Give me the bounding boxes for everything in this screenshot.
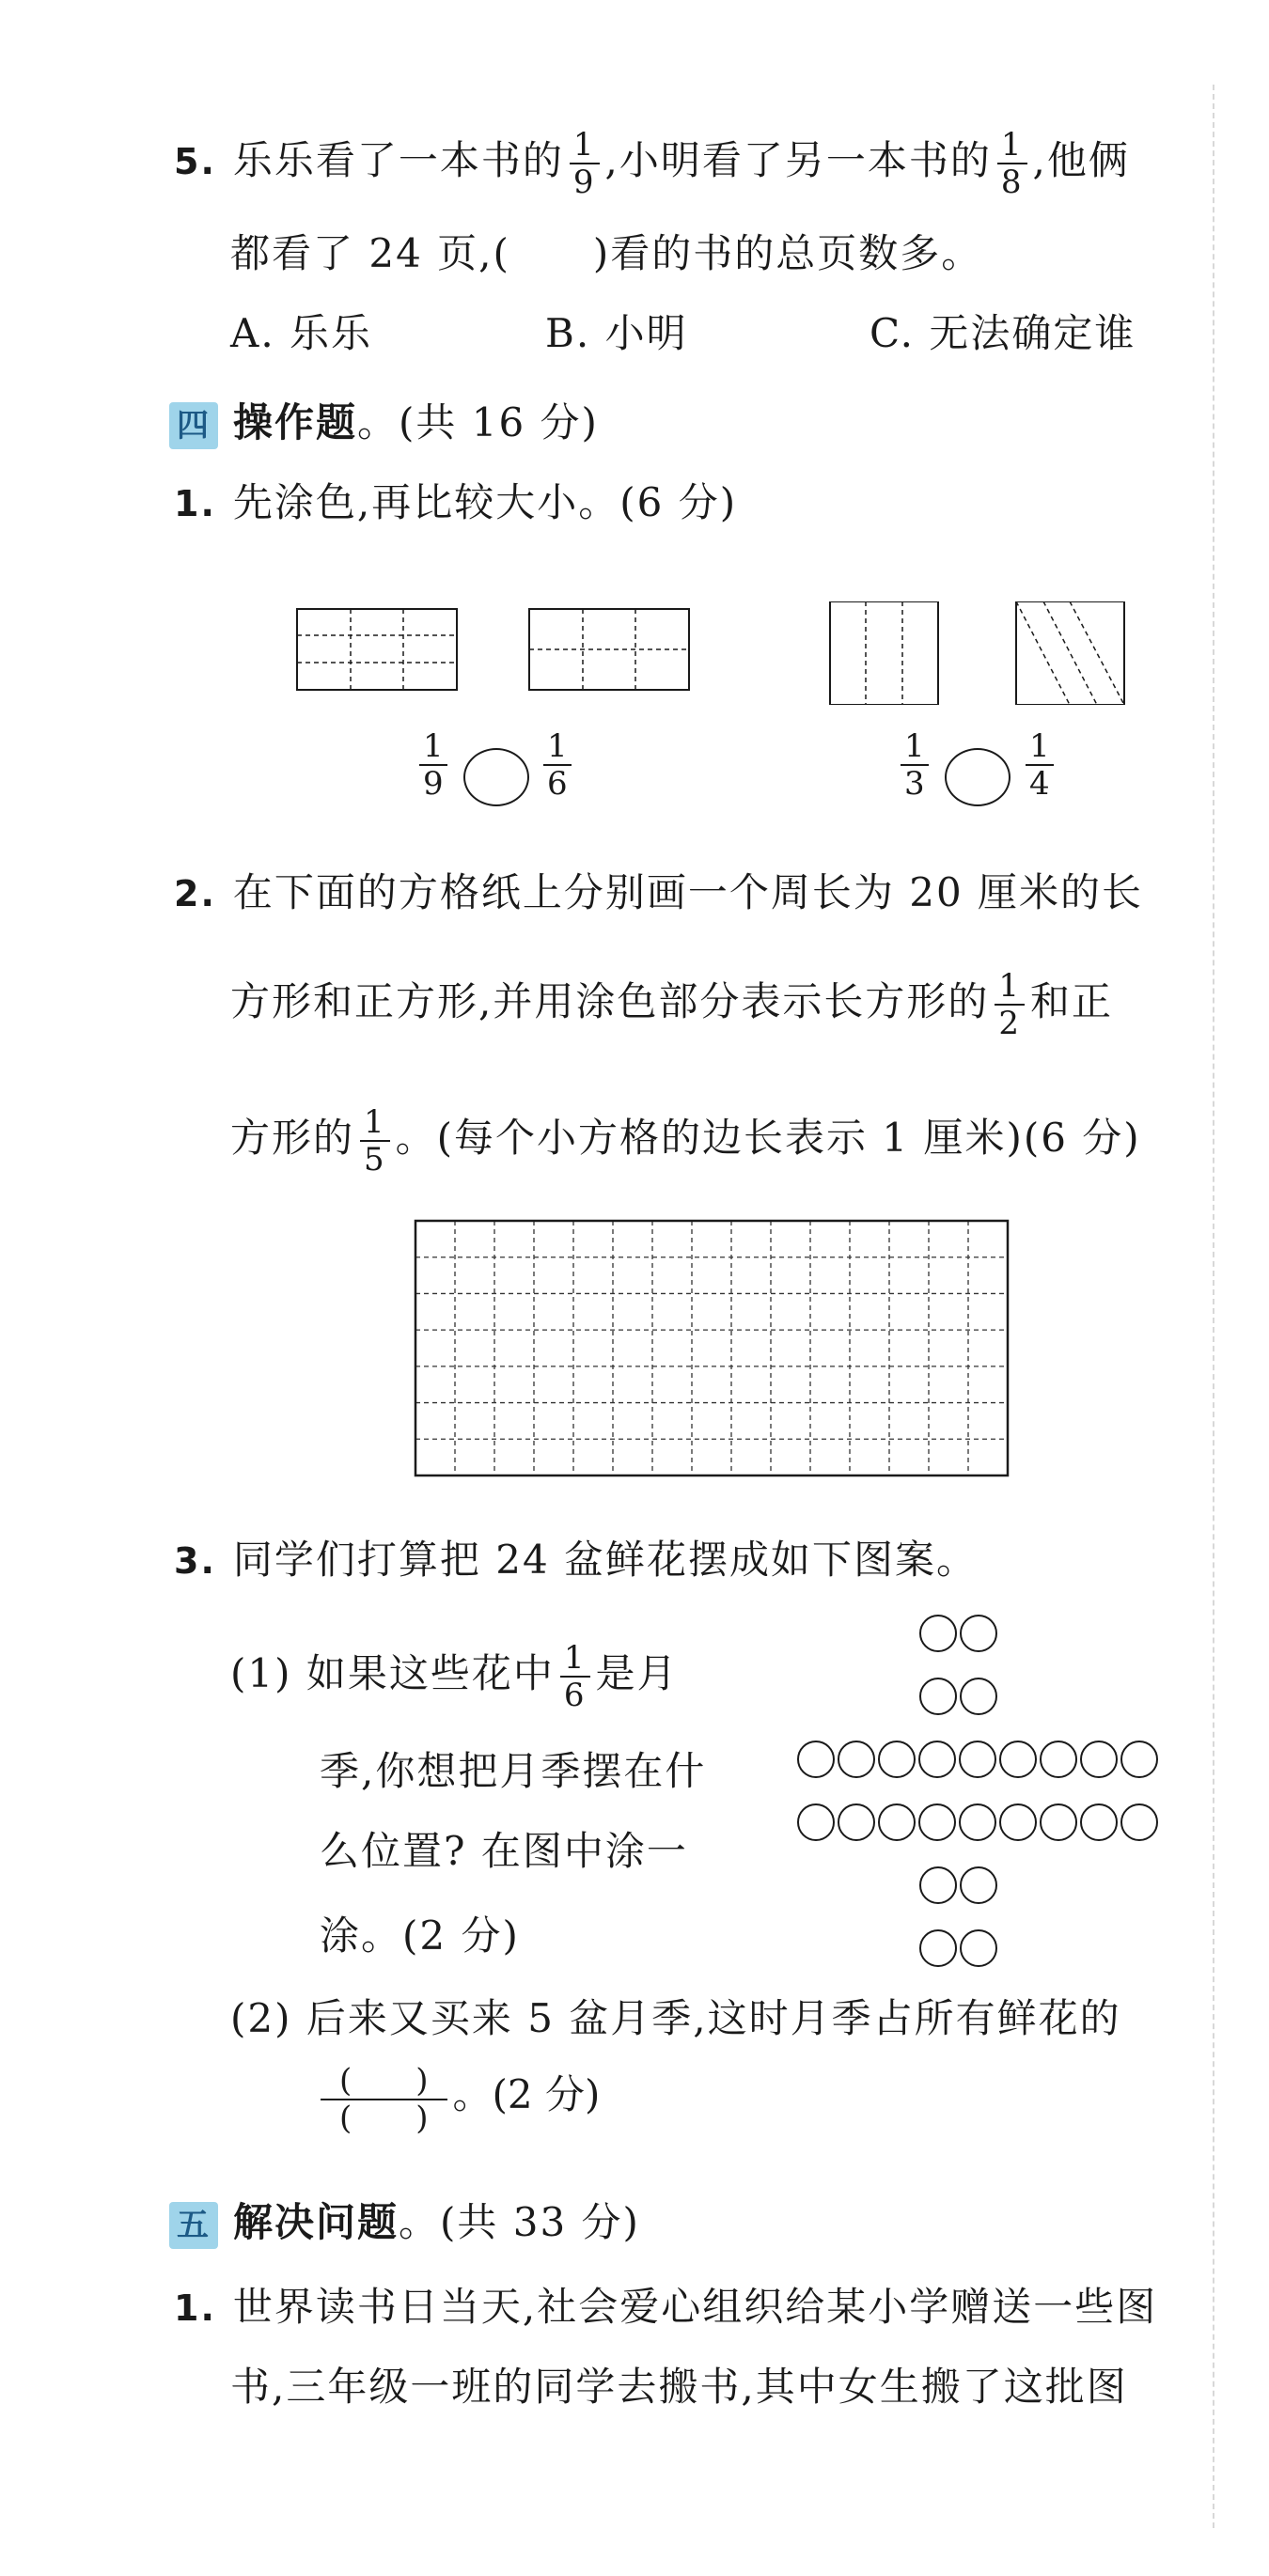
op3-part1-line4: 涂。(2 分): [320, 1912, 520, 1959]
flower-pot[interactable]: [1040, 1803, 1077, 1841]
op3-part1-line1: (1) 如果这些花中 $\frac{1}{6}$ 是月: [230, 1639, 679, 1714]
op3-fraction-sixth: $\frac{1}{6}$: [560, 1640, 590, 1713]
flower-pot[interactable]: [999, 1803, 1037, 1841]
op1-text: 先涂色,再比较大小。(6 分): [232, 479, 738, 525]
flower-pot[interactable]: [959, 1803, 996, 1841]
q5-line1: [174, 127, 1130, 200]
rect-sixths[interactable]: [529, 609, 689, 690]
flower-pot[interactable]: [1080, 1803, 1118, 1841]
op1-compare-left-b: [538, 728, 577, 802]
op3-part1-label: (1): [230, 1650, 292, 1696]
flower-pot[interactable]: [797, 1741, 835, 1778]
sol1-line1: 1. 世界读书日当天,社会爱心组织给某小学赠送一些图: [174, 2284, 1158, 2330]
op2-text-1: 在下面的方格纸上分别画一个周长为 20 厘米的长: [232, 869, 1144, 915]
op3-part1-line3: 么位置? 在图中涂一: [320, 1828, 688, 1874]
section4-title: 操作题: [233, 399, 358, 445]
op1-compare-right-b: [1020, 728, 1059, 802]
op3-line: [174, 1532, 978, 1589]
op2-line3: 方形的 $\frac{1}{5}$ 。(每个小方格的边长表示 1 厘米)(6 分): [230, 1103, 1141, 1179]
grid-paper[interactable]: [414, 1219, 1010, 1477]
flower-pot[interactable]: [1120, 1741, 1158, 1778]
flower-pot[interactable]: [959, 1741, 996, 1778]
grid-border: [415, 1221, 1008, 1475]
flower-pot[interactable]: [878, 1803, 916, 1841]
q5-option-a: A. 乐乐: [230, 310, 373, 356]
op3-text: 同学们打算把 24 盆鲜花摆成如下图案。: [232, 1537, 979, 1583]
rect-ninths[interactable]: [297, 609, 457, 690]
op2-fraction-half: $\frac{1}{2}$: [995, 968, 1025, 1041]
section4-badge: 四: [169, 402, 218, 449]
op1-shapes: [296, 601, 1142, 705]
flower-pot[interactable]: [999, 1741, 1037, 1778]
section5-header: [169, 2194, 640, 2251]
flower-pot[interactable]: [1080, 1741, 1118, 1778]
q5-text-a: 乐乐看了一本书的: [232, 137, 564, 183]
q5-number: 5.: [174, 141, 216, 182]
margin-guide: [1213, 85, 1214, 2528]
square-quarters[interactable]: [1016, 601, 1124, 705]
op1-compare-right: [895, 728, 934, 802]
flower-pot[interactable]: [919, 1678, 957, 1715]
op1-right-frac-a: $\frac{1}{3}$: [901, 728, 929, 802]
op1-left-compare-circle[interactable]: [463, 748, 529, 806]
q5-line2: 都看了 24 页,( )看的书的总页数多。: [230, 230, 983, 276]
op1-number: 1.: [174, 483, 216, 524]
q5-option-b: B. 小明: [545, 310, 688, 356]
q5-text-b: ,小明看了另一本书的: [604, 137, 992, 183]
section5-score: 。(共 33 分): [399, 2199, 640, 2245]
op2-line1: [174, 865, 1143, 922]
op3-part2-line: (2) 后来又买来 5 盆月季,这时月季占所有鲜花的: [230, 1995, 1121, 2041]
op1-left-frac-a: $\frac{1}{9}$: [419, 728, 447, 802]
flower-pot[interactable]: [960, 1866, 997, 1904]
section4-score: 。(共 16 分): [357, 399, 599, 445]
op1-left-frac-b: $\frac{1}{6}$: [543, 728, 572, 802]
op1-right-compare-circle[interactable]: [945, 748, 1010, 806]
flower-pot[interactable]: [918, 1741, 956, 1778]
q5-fraction-1: $\frac{1}{9}$: [570, 127, 600, 200]
flower-pot[interactable]: [1040, 1741, 1077, 1778]
op1-line: [174, 475, 737, 532]
square-thirds[interactable]: [830, 601, 938, 705]
op1-right-frac-b: $\frac{1}{4}$: [1026, 728, 1054, 802]
op1-compare-left: [414, 728, 453, 802]
op3-number: 3.: [174, 1540, 216, 1582]
op2-fraction-fifth: $\frac{1}{5}$: [360, 1104, 390, 1178]
q5-fraction-2: $\frac{1}{8}$: [997, 127, 1027, 200]
flower-pot[interactable]: [919, 1929, 957, 1967]
sol1-line2: 书,三年级一班的同学去搬书,其中女生搬了这批图: [230, 2364, 1128, 2410]
flower-pot[interactable]: [960, 1678, 997, 1715]
op2-number: 2.: [174, 873, 216, 914]
op2-line2: 方形和正方形,并用涂色部分表示长方形的 $\frac{1}{2}$ 和正: [230, 967, 1114, 1042]
flower-pot[interactable]: [878, 1741, 916, 1778]
op3-part2-label: (2): [230, 1995, 292, 2041]
op3-part1-line2: 季,你想把月季摆在什: [320, 1748, 707, 1794]
op3-part2-score: 。(2 分): [452, 2071, 601, 2117]
q5-text-c: ,他俩: [1032, 137, 1130, 183]
flower-pot[interactable]: [918, 1803, 956, 1841]
flower-pot[interactable]: [960, 1615, 997, 1652]
flower-pot[interactable]: [838, 1803, 875, 1841]
flower-pot[interactable]: [919, 1866, 957, 1904]
flower-pot[interactable]: [797, 1803, 835, 1841]
section5-badge: 五: [169, 2202, 218, 2249]
answer-fraction-blank[interactable]: $\frac{( )}{( )}$: [321, 2063, 447, 2136]
section5-title: 解决问题: [233, 2199, 400, 2245]
q5-option-c: C. 无法确定谁: [870, 310, 1136, 356]
flower-pot[interactable]: [960, 1929, 997, 1967]
flower-pot[interactable]: [919, 1615, 957, 1652]
flower-pot[interactable]: [1120, 1803, 1158, 1841]
sol1-number: 1.: [174, 2287, 216, 2329]
op3-part2-answer: [315, 2063, 600, 2136]
flower-pot[interactable]: [838, 1741, 875, 1778]
section4-header: [169, 395, 599, 451]
